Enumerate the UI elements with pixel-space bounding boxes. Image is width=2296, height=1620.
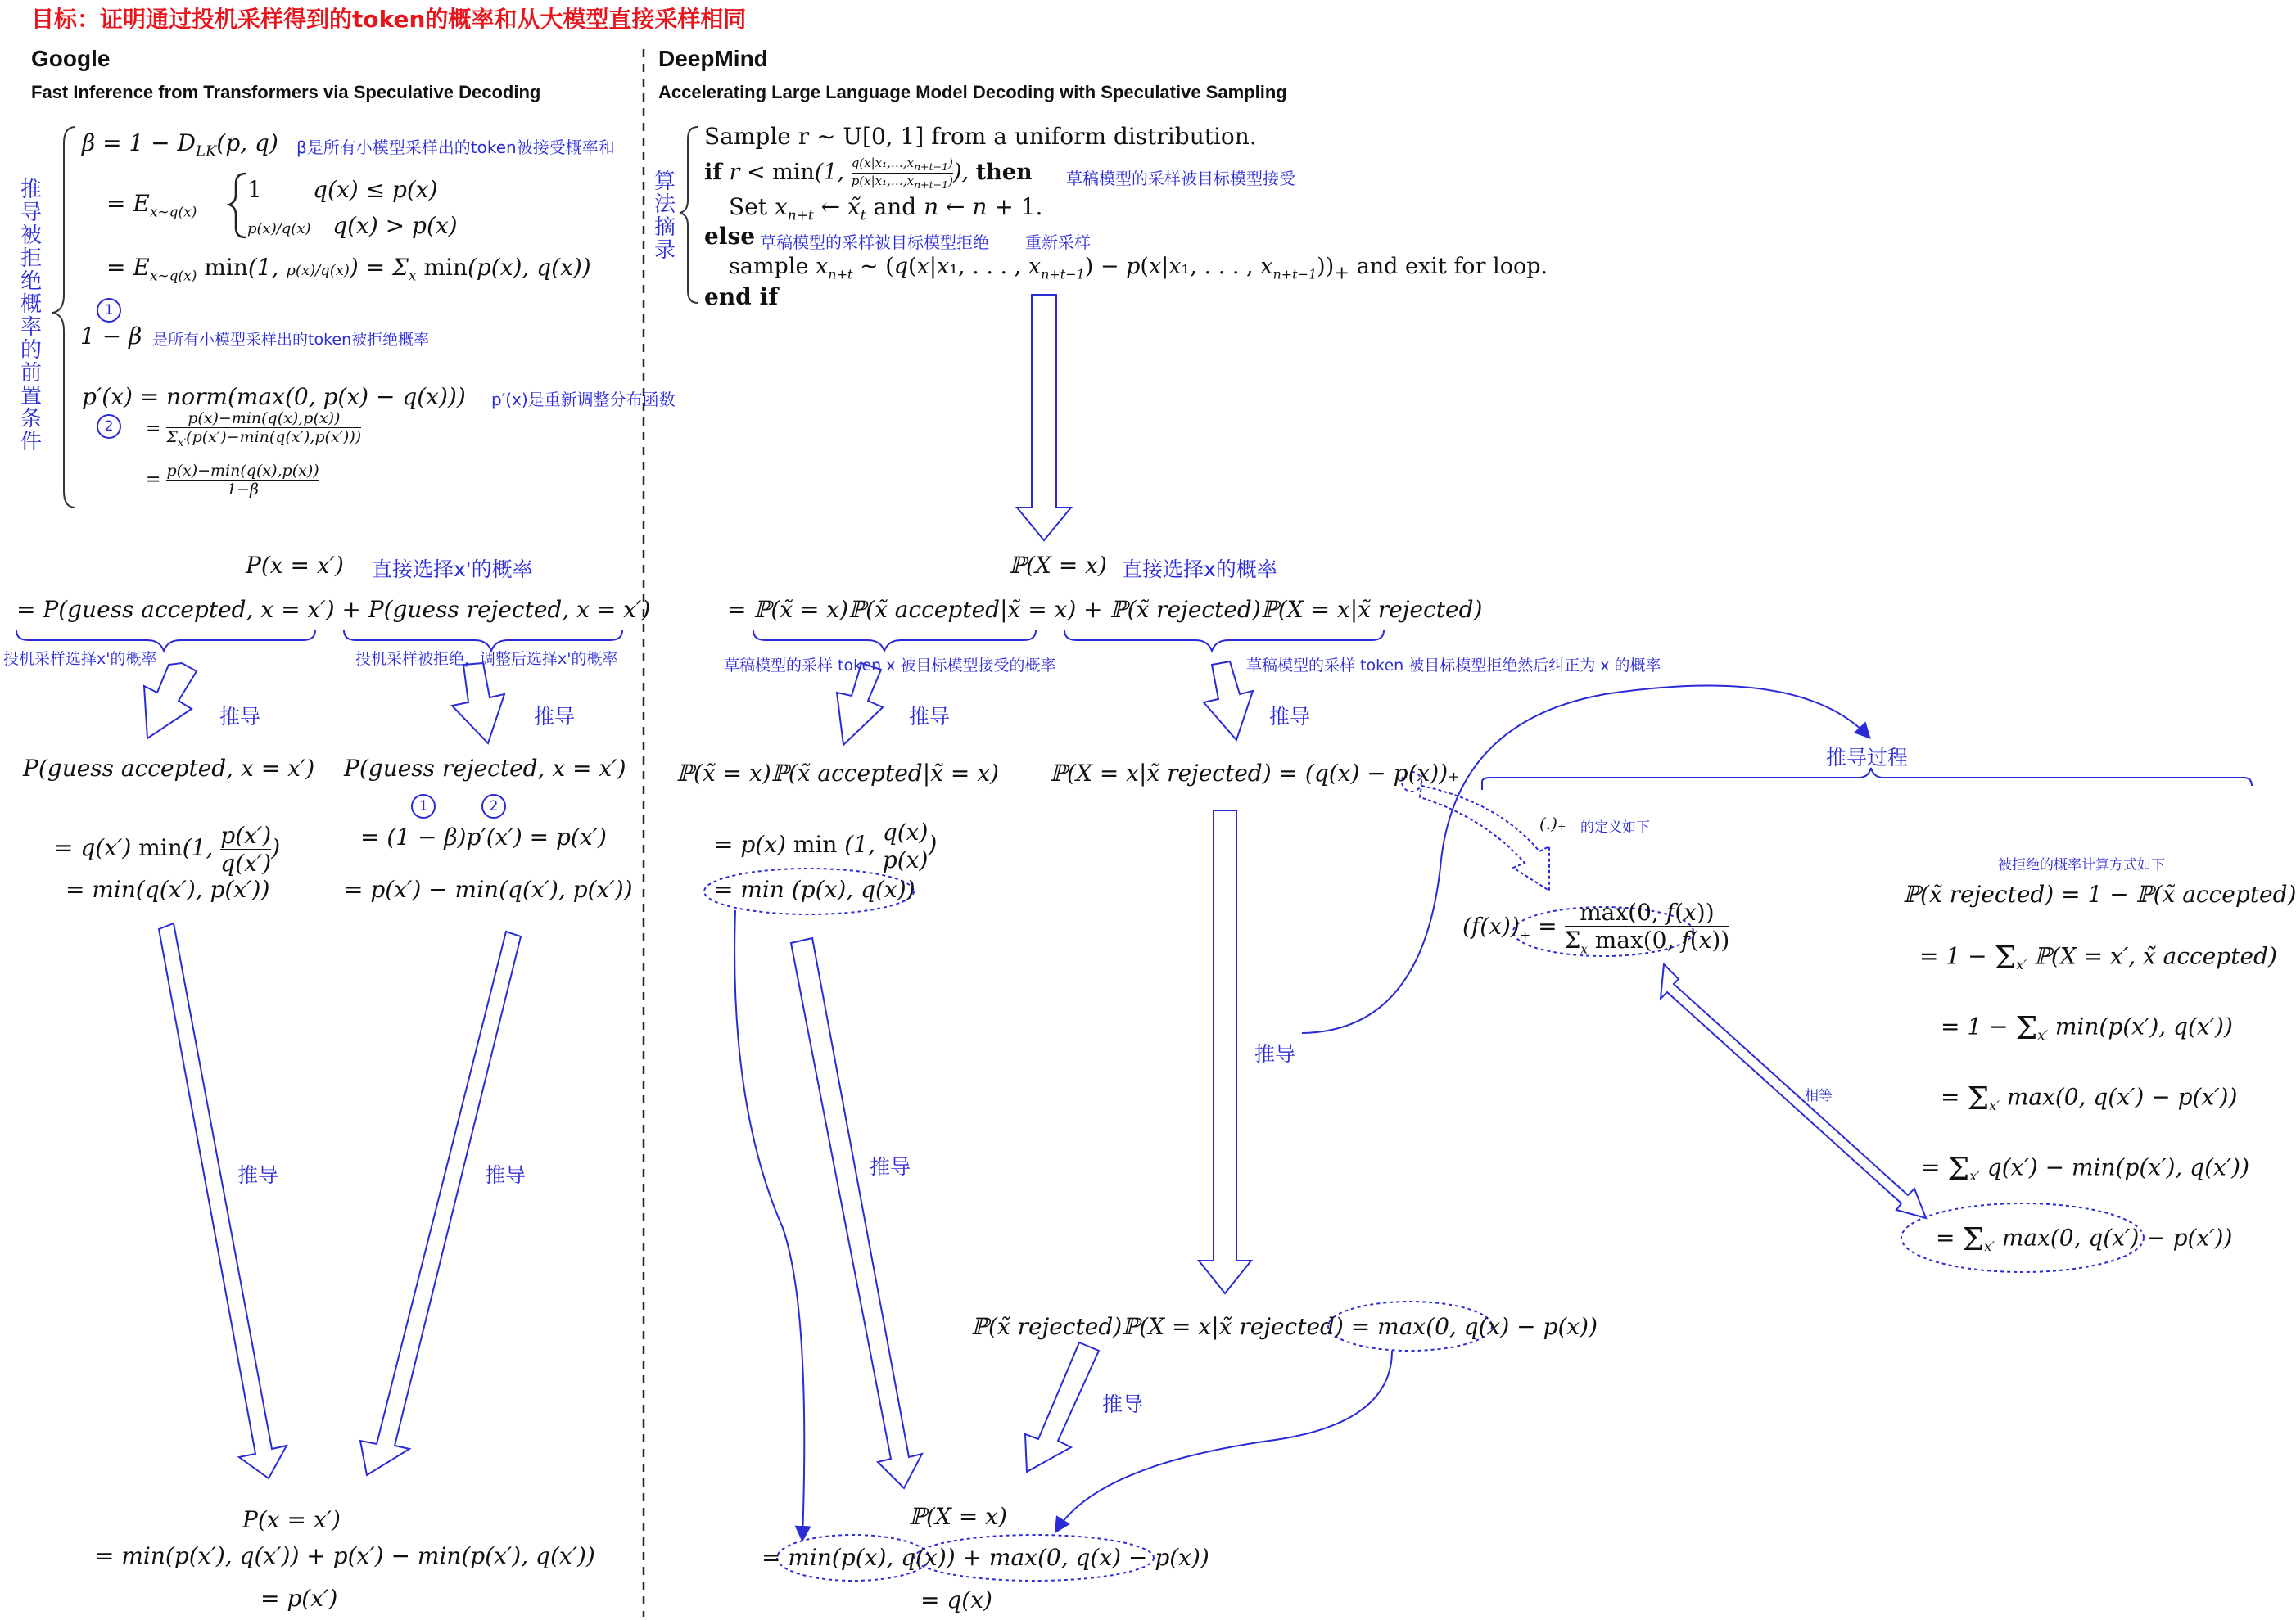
google-side-label: 推导被拒绝概率的前置条件 xyxy=(20,178,42,454)
google-acc-l2: = q(x′) min(1, $\frac{p(x')}{q(x')}$ ) xyxy=(54,822,281,877)
google-acc-l3: = min(q(x′), p(x′)) xyxy=(66,876,270,903)
derivation-label: 推导过程 xyxy=(1826,746,1909,769)
plus-def: $(f(x))_+$ = max(0, f(x)) $\Sigma_x$ max(0, f(x)) xyxy=(1462,899,1730,957)
dm-acc-l3: = min (p(x), q(x)) xyxy=(714,876,915,903)
dm-derive-5: 推导 xyxy=(1102,1392,1144,1416)
pprime-def: p′(x) = norm(max(0, p(x) − q(x))) xyxy=(82,383,466,410)
dm-px-note: 直接选择x的概率 xyxy=(1122,557,1277,581)
algo-2-note: 草稿模型的采样被目标模型接受 xyxy=(1066,169,1295,188)
dm-derive-2: 推导 xyxy=(1269,705,1311,729)
derivation-brace xyxy=(1482,768,2252,790)
plus-def-note: 的定义如下 xyxy=(1580,819,1650,836)
dm-brace-left-note: 草稿模型的采样 token x 被目标模型接受的概率 xyxy=(724,657,1056,675)
algo-line-4: else xyxy=(704,223,756,250)
algo-4-note2: 重新采样 xyxy=(1025,232,1091,252)
premise-marker-2: 2 xyxy=(97,414,121,439)
pprime-line3: = p(x)−min(q(x),p(x)) 1−β xyxy=(146,462,319,499)
dm-split: = ℙ(x̃ = x)ℙ(x̃ accepted|x̃ = x) + ℙ(x̃ rejected)ℙ(X = x|x̃ rejected) xyxy=(727,596,1483,623)
beta-eq-line2: = $E_{x\sim q(x)}$ xyxy=(106,190,197,221)
beta-eq-line3: = $E_{x\sim q(x)}$ min(1, $p(x)/q(x)) = \Sigma_x$ min(p(x), q(x)) xyxy=(106,254,591,285)
dm-final-2: = min(p(x), q(x)) + max(0, q(x) − p(x)) xyxy=(762,1544,1209,1571)
google-paper-title: Fast Inference from Transformers via Speculative Decoding xyxy=(31,82,541,102)
algo-line-6: end if xyxy=(704,283,779,310)
dm-px-head: ℙ(X = x) xyxy=(1009,552,1107,579)
pprime-note: p′(x)是重新调整分布函数 xyxy=(491,390,676,409)
google-split: = P(guess accepted, x = x′) + P(guess rejected, x = x′) xyxy=(16,596,651,623)
dm-underbrace-rejected xyxy=(1064,630,1384,651)
google-final-2: = min(p(x′), q(x′)) + p(x′) − min(p(x′), q(x′)) xyxy=(95,1542,595,1569)
algo-line-5: sample $x_{n+t}$ ∼ (q(x|x₁, . . . , $x_{n+t-1}) - p(x|x_1$, . . . , $x_{n+t-1}))_+$ and exit for loop. xyxy=(729,254,1548,284)
google-rej-l2: = (1 − β)p′(x′) = p(x′) xyxy=(360,824,607,851)
google-brace-right-note: 投机采样被拒绝，调整后选择x'的概率 xyxy=(355,650,618,668)
google-rej-l3: = p(x′) − min(q(x′), p(x′)) xyxy=(344,876,633,903)
google-brace-left-note: 投机采样选择x'的概率 xyxy=(3,650,157,668)
premise-brace xyxy=(52,127,75,508)
google-derive-4: 推导 xyxy=(485,1163,527,1187)
rej-marker-1: 1 xyxy=(411,794,436,819)
beta-def: $\beta = 1 - D_{LK}(p$, q) xyxy=(82,129,278,160)
dm-underbrace-accepted xyxy=(753,630,1036,651)
algo-brace xyxy=(680,127,698,303)
dm-acc-head: ℙ(x̃ = x)ℙ(x̃ accepted|x̃ = x) xyxy=(676,760,999,787)
google-derive-1: 推导 xyxy=(219,705,261,729)
google-final-1: P(x = x′) xyxy=(242,1506,341,1533)
google-org: Google xyxy=(31,46,111,71)
google-short-arrows xyxy=(144,663,504,743)
one-minus-beta: 1 − β xyxy=(80,323,142,350)
rej-calc-l1: ℙ(x̃ rejected) = 1 − ℙ(x̃ accepted) xyxy=(1903,881,2296,908)
premise-marker-1: 1 xyxy=(97,298,121,323)
dm-final-1: ℙ(X = x) xyxy=(909,1503,1007,1530)
algo-line-2: if r < min(1, $\frac{q(x|x_1,\dots,x_{n+t-1})}{p(x|x_1,\dots,x_{n+t-1})}$ ), then xyxy=(704,156,1033,191)
page-title: 目标：证明通过投机采样得到的token的概率和从大模型直接采样相同 xyxy=(31,6,747,33)
plus-def-label: (.)₊ xyxy=(1539,814,1566,833)
dm-arrows xyxy=(791,295,1926,1488)
deepmind-side-label: 算法摘录 xyxy=(653,169,676,263)
google-px-head: P(x = x′) xyxy=(246,552,344,579)
dm-derive-3: 推导 xyxy=(1254,1042,1296,1066)
rej-calc-l2: = $1 - \Sigma_{x'}$ ℙ(X = x′, x̃ accepted) xyxy=(1919,940,2277,976)
google-final-3: = p(x′) xyxy=(260,1585,338,1612)
cases-brace xyxy=(229,174,246,237)
google-px-note: 直接选择x'的概率 xyxy=(372,557,533,581)
dm-rej-product: ℙ(x̃ rejected)ℙ(X = x|x̃ rejected) = max(0, q(x) − p(x)) xyxy=(971,1313,1598,1340)
google-derive-2: 推导 xyxy=(534,705,576,729)
beta-note: β是所有小模型采样出的token被接受概率和 xyxy=(296,138,615,157)
equal-label: 相等 xyxy=(1805,1088,1833,1104)
beta-cases: 1 q(x) ≤ p(x) p(x)/q(x) q(x) > p(x) xyxy=(247,176,458,239)
algo-line-1: Sample r ∼ U[0, 1] from a uniform distribution. xyxy=(704,123,1257,150)
deepmind-paper-title: Accelerating Large Language Model Decoding with Speculative Sampling xyxy=(658,82,1287,102)
reject-note: 是所有小模型采样出的token被拒绝概率 xyxy=(152,331,430,349)
rej-marker-2: 2 xyxy=(481,794,506,819)
calc-note: 被拒绝的概率计算方式如下 xyxy=(1998,857,2165,873)
dm-brace-right-note: 草稿模型的采样 token 被目标模型拒绝然后纠正为 x 的概率 xyxy=(1246,657,1661,675)
rej-calc-l5: = $\Sigma_{x'}$ q(x′) − min(p(x′), q(x′)) xyxy=(1921,1151,2250,1187)
google-rej-head: P(guess rejected, x = x′) xyxy=(344,755,626,782)
google-derive-3: 推导 xyxy=(237,1163,279,1187)
dm-thin-arrows xyxy=(734,686,1869,1539)
pprime-line2: = p(x)−min(q(x),p(x)) $\Sigma_{x'}(p(x')-\min(q(x'),p(x')))$ xyxy=(146,409,362,449)
rej-calc-l3: = $1 - \Sigma_{x'}$ min(p(x′), q(x′)) xyxy=(1941,1010,2233,1046)
dm-derive-4: 推导 xyxy=(870,1155,911,1179)
algo-4-note: 草稿模型的采样被目标模型拒绝 xyxy=(760,232,989,252)
google-long-arrows xyxy=(159,923,521,1478)
rej-calc-l4: = $\Sigma_{x'}$ max(0, q(x′) − p(x′)) xyxy=(1941,1081,2238,1117)
google-acc-head: P(guess accepted, x = x′) xyxy=(23,755,315,782)
dm-derive-1: 推导 xyxy=(909,705,951,729)
dm-acc-l2: = p(x) min (1, $\frac{q(x)}{p(x)}$ ) xyxy=(714,819,938,873)
rej-calc-l6: = $\Sigma_{x'}$ max(0, q(x′) − p(x′)) xyxy=(1936,1221,2233,1257)
dm-rej-head: ℙ(X = x|x̃ rejected) = (q(x) − p(x))₊ xyxy=(1050,760,1460,787)
deepmind-org: DeepMind xyxy=(658,46,768,71)
dm-final-3: = q(x) xyxy=(920,1586,992,1613)
algo-line-3: Set $x_{n+t}$ ← $x̃_t$ and n ← n + 1. xyxy=(729,193,1043,224)
